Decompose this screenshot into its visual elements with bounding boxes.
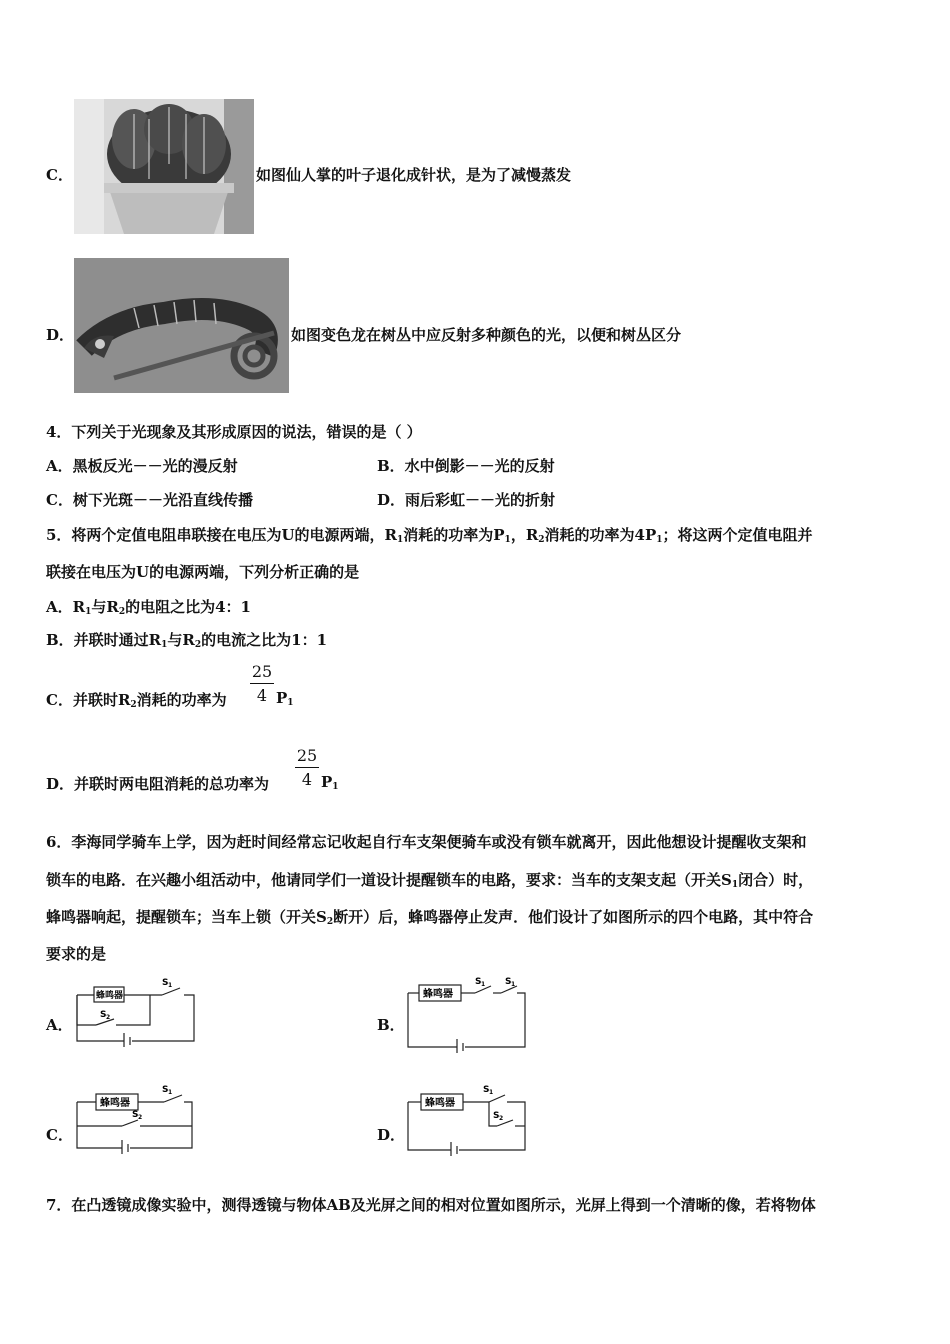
question-6-line1: 6．李海同学骑车上学，因为赶时间经常忘记收起自行车支架便骑车或没有锁车就离开，因此他想设计提醒收支架和 <box>46 833 807 851</box>
q5-option-a: A．$R_1$与$R_2$的电阻之比为4：1 <box>46 598 251 617</box>
q5-option-c-power: $P_1$ <box>276 689 294 708</box>
question-6-line4: 要求的是 <box>46 945 107 963</box>
circuit-c-label: C． <box>46 1126 73 1144</box>
question-7-line1: 7．在凸透镜成像实验中，测得透镜与物体AB及光屏之间的相对位置如图所示，光屏上得到一个清晰的像，若将物体 <box>46 1196 816 1214</box>
fraction-c: 25 4 <box>251 662 273 705</box>
circuit-b-diagram <box>405 975 530 1053</box>
option-d-label: D． <box>46 326 75 344</box>
q4-option-c: C．树下光斑－－光沿直线传播 <box>46 491 253 509</box>
svg-text:1: 1 <box>168 1089 173 1096</box>
svg-text:S: S <box>475 977 482 987</box>
circuit-d-diagram <box>405 1084 530 1156</box>
question-5-stem-line2: 联接在电压为U的电源两端，下列分析正确的是 <box>46 563 360 581</box>
circuit-c-diagram <box>74 1084 199 1154</box>
question-4-stem: 4．下列关于光现象及其形成原因的说法，错误的是（ ） <box>46 423 422 441</box>
question-6-line3: 蜂鸣器响起，提醒锁车；当车上锁（开关$S_2$断开）后，蜂鸣器停止发声．他们设计了如图所示的四个电路，其中符合 <box>46 908 814 927</box>
svg-text:1: 1 <box>481 981 486 988</box>
circuit-a-diagram <box>74 975 199 1047</box>
svg-text:S: S <box>162 978 169 988</box>
buzzer-label: 蜂鸣器 <box>96 991 124 1001</box>
svg-text:S: S <box>100 1010 107 1020</box>
q4-option-b: B．水中倒影－－光的反射 <box>377 457 555 475</box>
svg-text:S: S <box>505 977 512 987</box>
svg-text:2: 2 <box>138 1114 143 1121</box>
svg-text:2: 2 <box>499 1115 504 1122</box>
option-c-text: 如图仙人掌的叶子退化成针状，是为了减慢蒸发 <box>256 166 572 184</box>
circuit-a-label: A． <box>46 1016 73 1034</box>
question-6-line2: 锁车的电路．在兴趣小组活动中，他请同学们一道设计提醒锁车的电路，要求：当车的支架支起（开关$S_1$闭合）时， <box>46 871 814 890</box>
cactus-photo <box>74 99 254 234</box>
fraction-d: 25 4 <box>296 746 318 789</box>
svg-text:蜂鸣器: 蜂鸣器 <box>100 1098 130 1109</box>
q5-option-c: C．并联时$R_2$消耗的功率为 <box>46 691 227 710</box>
svg-text:蜂鸣器: 蜂鸣器 <box>425 1098 455 1109</box>
circuit-d-label: D． <box>377 1126 406 1144</box>
question-5-stem-line1: 5．将两个定值电阻串联接在电压为U的电源两端，$R_1$消耗的功率为$P_1$，$R_2$消耗的功率为$4P_1$；将这两个定值电阻并 <box>46 526 813 545</box>
q4-option-a: A．黑板反光－－光的漫反射 <box>46 457 238 475</box>
circuit-b-label: B． <box>377 1016 405 1034</box>
q5-option-d: D．并联时两电阻消耗的总功率为 <box>46 775 270 793</box>
svg-text:S: S <box>483 1085 490 1095</box>
svg-text:S: S <box>162 1085 169 1095</box>
svg-text:蜂鸣器: 蜂鸣器 <box>423 989 453 1000</box>
svg-text:S: S <box>132 1110 139 1120</box>
svg-text:S: S <box>493 1111 500 1121</box>
q5-option-b: B．并联时通过$R_1$与$R_2$的电流之比为1：1 <box>46 631 328 650</box>
q5-option-d-power: $P_1$ <box>321 773 339 792</box>
svg-text:1: 1 <box>168 982 173 989</box>
svg-text:2: 2 <box>106 1014 111 1021</box>
chameleon-photo <box>74 258 289 393</box>
option-c-label: C． <box>46 166 73 184</box>
svg-text:1: 1 <box>489 1089 494 1096</box>
option-d-text: 如图变色龙在树丛中应反射多种颜色的光，以便和树丛区分 <box>291 326 682 344</box>
q4-option-d: D．雨后彩虹－－光的折射 <box>377 491 556 509</box>
svg-text:1: 1 <box>511 981 516 988</box>
